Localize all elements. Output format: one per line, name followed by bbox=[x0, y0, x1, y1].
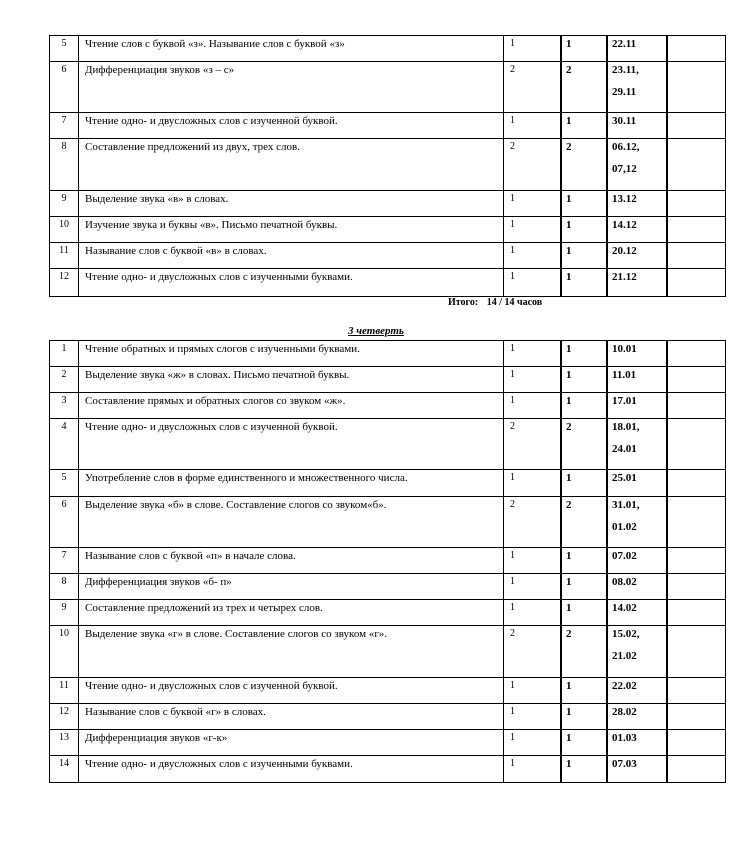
lesson-hours-actual bbox=[561, 574, 607, 600]
lesson-number bbox=[50, 243, 79, 269]
lesson-note bbox=[667, 139, 726, 191]
lesson-hours-actual bbox=[561, 243, 607, 269]
lesson-number bbox=[50, 62, 79, 113]
lesson-number-text: 7 bbox=[61, 550, 67, 561]
lesson-date-text: 14.12 bbox=[612, 219, 637, 231]
lesson-number-text: 12 bbox=[59, 706, 69, 717]
table-row bbox=[50, 548, 726, 574]
lesson-hours-actual bbox=[561, 600, 607, 626]
table-row bbox=[50, 139, 726, 191]
lesson-date bbox=[607, 548, 667, 574]
lesson-hours-actual bbox=[561, 36, 607, 62]
table-row bbox=[50, 600, 726, 626]
table-row bbox=[50, 393, 726, 419]
lesson-number-text: 2 bbox=[61, 369, 67, 380]
table-row bbox=[50, 730, 726, 756]
lesson-number-text: 10 bbox=[59, 219, 69, 230]
table-row bbox=[50, 419, 726, 470]
lesson-date bbox=[607, 704, 667, 730]
lesson-hours bbox=[504, 62, 562, 113]
lesson-hours-actual bbox=[561, 341, 607, 367]
lesson-topic-text: Чтение одно- и двусложных слов с изученной буквой. bbox=[85, 115, 338, 127]
lesson-number bbox=[50, 756, 79, 783]
lesson-hours bbox=[504, 626, 562, 678]
lesson-topic bbox=[79, 243, 504, 269]
lesson-hours-actual-text: 1 bbox=[566, 369, 572, 381]
lesson-hours-actual-text: 1 bbox=[566, 115, 572, 127]
lesson-hours-actual-text: 1 bbox=[566, 732, 572, 744]
lesson-note bbox=[667, 393, 726, 419]
lesson-number-text: 5 bbox=[61, 38, 67, 49]
lesson-date-text: 21.12 bbox=[612, 271, 637, 283]
table-row bbox=[50, 113, 726, 139]
lesson-topic bbox=[79, 113, 504, 139]
lesson-topic bbox=[79, 341, 504, 367]
lesson-number-text: 3 bbox=[61, 395, 67, 406]
lesson-date-text: 15.02, bbox=[612, 628, 640, 640]
lesson-hours bbox=[504, 574, 562, 600]
lesson-topic-text: Называние слов с буквой «п» в начале слова. bbox=[85, 550, 296, 562]
table-row bbox=[50, 191, 726, 217]
lesson-hours-actual bbox=[561, 62, 607, 113]
lesson-number-text: 13 bbox=[59, 732, 69, 743]
lesson-topic-text: Выделение звука «в» в словах. bbox=[85, 193, 229, 205]
lesson-date bbox=[607, 393, 667, 419]
lesson-note bbox=[667, 367, 726, 393]
lesson-topic bbox=[79, 704, 504, 730]
lesson-topic-text: Дифференциация звуков «г-к» bbox=[85, 732, 228, 744]
lesson-number-text: 4 bbox=[61, 421, 67, 432]
lesson-date-text: 11.01 bbox=[612, 369, 637, 381]
lesson-hours-text: 1 bbox=[510, 706, 515, 717]
lesson-note bbox=[667, 548, 726, 574]
lesson-date-text: 14.02 bbox=[612, 602, 637, 614]
lesson-note bbox=[667, 36, 726, 62]
lesson-note bbox=[667, 756, 726, 783]
lesson-note bbox=[667, 217, 726, 243]
lesson-hours-actual-text: 1 bbox=[566, 550, 572, 562]
lesson-hours-actual bbox=[561, 704, 607, 730]
lesson-number bbox=[50, 419, 79, 470]
lesson-topic-text: Чтение обратных и прямых слогов с изученными буквами. bbox=[85, 343, 360, 355]
lesson-topic-text: Изучение звука и буквы «в». Письмо печатной буквы. bbox=[85, 219, 338, 231]
table-row bbox=[50, 367, 726, 393]
lesson-number bbox=[50, 470, 79, 497]
lesson-hours-text: 2 bbox=[510, 64, 515, 75]
table-row bbox=[50, 497, 726, 548]
lesson-hours-actual bbox=[561, 497, 607, 548]
lesson-number bbox=[50, 678, 79, 704]
lesson-topic bbox=[79, 191, 504, 217]
lesson-topic-text: Составление предложений из трех и четырех слов. bbox=[85, 602, 323, 614]
lesson-topic-text: Чтение одно- и двусложных слов с изученной буквой. bbox=[85, 680, 338, 692]
lesson-hours-text: 1 bbox=[510, 219, 515, 230]
lesson-hours-text: 2 bbox=[510, 421, 515, 432]
lesson-date-text: 31.01, bbox=[612, 499, 640, 511]
lesson-topic bbox=[79, 217, 504, 243]
lesson-hours-text: 1 bbox=[510, 38, 515, 49]
total-value: 14 / 14 часов bbox=[486, 297, 543, 308]
lesson-note bbox=[667, 704, 726, 730]
lesson-date bbox=[607, 678, 667, 704]
table-row bbox=[50, 704, 726, 730]
lesson-topic-text: Составление прямых и обратных слогов со звуком «ж». bbox=[85, 395, 346, 407]
lesson-number-text: 10 bbox=[59, 628, 69, 639]
lesson-date-text: 28.02 bbox=[612, 706, 637, 718]
lesson-topic-text: Называние слов с буквой «в» в словах. bbox=[85, 245, 267, 257]
lesson-topic bbox=[79, 393, 504, 419]
lesson-hours-text: 1 bbox=[510, 245, 515, 256]
lesson-hours-text: 2 bbox=[510, 499, 515, 510]
lesson-hours bbox=[504, 497, 562, 548]
lesson-hours-text: 1 bbox=[510, 758, 515, 769]
lesson-topic bbox=[79, 139, 504, 191]
lesson-number-text: 14 bbox=[59, 758, 69, 769]
lesson-date-text: 18.01, bbox=[612, 421, 640, 433]
lesson-hours-text: 1 bbox=[510, 550, 515, 561]
lesson-hours bbox=[504, 341, 562, 367]
lesson-number-text: 1 bbox=[61, 343, 67, 354]
quarter-title: 3 четверть bbox=[348, 325, 404, 337]
lesson-date bbox=[607, 113, 667, 139]
lesson-topic bbox=[79, 626, 504, 678]
table-row bbox=[50, 269, 726, 297]
lesson-number bbox=[50, 191, 79, 217]
lesson-topic bbox=[79, 756, 504, 783]
lesson-date-text: 30.11 bbox=[612, 115, 637, 127]
lesson-hours bbox=[504, 191, 562, 217]
table-row bbox=[50, 62, 726, 113]
lesson-hours bbox=[504, 756, 562, 783]
lesson-topic bbox=[79, 678, 504, 704]
lesson-table-quarter-3 bbox=[49, 340, 726, 783]
table-row bbox=[50, 470, 726, 497]
lesson-number-text: 6 bbox=[61, 499, 67, 510]
lesson-note bbox=[667, 730, 726, 756]
lesson-number-text: 8 bbox=[61, 141, 67, 152]
lesson-number bbox=[50, 704, 79, 730]
lesson-date-text: 07.02 bbox=[612, 550, 637, 562]
lesson-hours-text: 1 bbox=[510, 732, 515, 743]
lesson-topic bbox=[79, 470, 504, 497]
lesson-date bbox=[607, 243, 667, 269]
lesson-number bbox=[50, 36, 79, 62]
lesson-hours bbox=[504, 139, 562, 191]
lesson-hours bbox=[504, 217, 562, 243]
lesson-hours-actual bbox=[561, 113, 607, 139]
lesson-date bbox=[607, 217, 667, 243]
lesson-number-text: 9 bbox=[61, 602, 67, 613]
lesson-number-text: 9 bbox=[61, 193, 67, 204]
lesson-date-text: 07.03 bbox=[612, 758, 637, 770]
lesson-date-second: 29.11 bbox=[612, 86, 637, 98]
lesson-topic-text: Выделение звука «ж» в словах. Письмо печатной буквы. bbox=[85, 369, 350, 381]
lesson-number bbox=[50, 574, 79, 600]
lesson-hours-actual-text: 1 bbox=[566, 245, 572, 257]
lesson-number-text: 7 bbox=[61, 115, 67, 126]
table-row bbox=[50, 626, 726, 678]
lesson-number-text: 6 bbox=[61, 64, 67, 75]
lesson-topic bbox=[79, 62, 504, 113]
lesson-topic-text: Употребление слов в форме единственного и множественного числа. bbox=[85, 472, 408, 484]
lesson-number bbox=[50, 626, 79, 678]
lesson-hours-actual-text: 2 bbox=[566, 421, 572, 433]
lesson-hours bbox=[504, 393, 562, 419]
table-row bbox=[50, 756, 726, 783]
lesson-hours-actual-text: 2 bbox=[566, 141, 572, 153]
lesson-hours-actual-text: 1 bbox=[566, 38, 572, 50]
lesson-hours-actual-text: 1 bbox=[566, 680, 572, 692]
lesson-table-part-2 bbox=[49, 35, 726, 297]
lesson-note bbox=[667, 497, 726, 548]
lesson-note bbox=[667, 191, 726, 217]
lesson-number bbox=[50, 497, 79, 548]
lesson-topic-text: Выделение звука «б» в слове. Составление слогов со звуком«б». bbox=[85, 499, 387, 511]
lesson-number bbox=[50, 393, 79, 419]
lesson-date-text: 17.01 bbox=[612, 395, 637, 407]
lesson-hours-actual bbox=[561, 217, 607, 243]
lesson-date-text: 25.01 bbox=[612, 472, 637, 484]
lesson-hours bbox=[504, 269, 562, 297]
lesson-number bbox=[50, 139, 79, 191]
lesson-topic bbox=[79, 367, 504, 393]
lesson-number-text: 5 bbox=[61, 472, 67, 483]
lesson-topic bbox=[79, 36, 504, 62]
lesson-date-text: 06.12, bbox=[612, 141, 640, 153]
lesson-date bbox=[607, 756, 667, 783]
lesson-number-text: 11 bbox=[59, 245, 69, 256]
lesson-hours-text: 1 bbox=[510, 115, 515, 126]
lesson-note bbox=[667, 113, 726, 139]
lesson-hours bbox=[504, 600, 562, 626]
lesson-hours-actual-text: 1 bbox=[566, 576, 572, 588]
lesson-hours-text: 1 bbox=[510, 369, 515, 380]
lesson-hours-actual bbox=[561, 367, 607, 393]
lesson-hours-text: 1 bbox=[510, 193, 515, 204]
lesson-hours bbox=[504, 704, 562, 730]
lesson-date bbox=[607, 139, 667, 191]
lesson-topic-text: Составление предложений из двух, трех слов. bbox=[85, 141, 300, 153]
lesson-note bbox=[667, 341, 726, 367]
lesson-hours-actual bbox=[561, 626, 607, 678]
lesson-topic-text: Чтение одно- и двусложных слов с изученными буквами. bbox=[85, 271, 353, 283]
table-row bbox=[50, 36, 726, 62]
lesson-date bbox=[607, 62, 667, 113]
lesson-hours bbox=[504, 36, 562, 62]
lesson-number bbox=[50, 730, 79, 756]
lesson-date-text: 23.11, bbox=[612, 64, 639, 76]
lesson-topic bbox=[79, 600, 504, 626]
lesson-hours-actual bbox=[561, 548, 607, 574]
table-row bbox=[50, 341, 726, 367]
lesson-hours bbox=[504, 419, 562, 470]
lesson-hours-actual bbox=[561, 470, 607, 497]
lesson-note bbox=[667, 269, 726, 297]
lesson-number bbox=[50, 600, 79, 626]
lesson-hours-actual bbox=[561, 730, 607, 756]
lesson-hours-actual-text: 1 bbox=[566, 219, 572, 231]
lesson-number bbox=[50, 269, 79, 297]
lesson-topic-text: Выделение звука «г» в слове. Составление слогов со звуком «г». bbox=[85, 628, 388, 640]
table-row bbox=[50, 678, 726, 704]
lesson-hours bbox=[504, 367, 562, 393]
lesson-hours-text: 1 bbox=[510, 680, 515, 691]
lesson-date-second: 07,12 bbox=[612, 163, 637, 175]
lesson-date-text: 08.02 bbox=[612, 576, 637, 588]
lesson-topic bbox=[79, 419, 504, 470]
lesson-note bbox=[667, 62, 726, 113]
lesson-topic bbox=[79, 548, 504, 574]
lesson-hours-actual bbox=[561, 756, 607, 783]
lesson-date bbox=[607, 626, 667, 678]
lesson-date bbox=[607, 497, 667, 548]
lesson-date-second: 01.02 bbox=[612, 521, 637, 533]
total-label: Итого: bbox=[448, 297, 479, 308]
lesson-date bbox=[607, 574, 667, 600]
lesson-hours bbox=[504, 470, 562, 497]
lesson-hours-text: 1 bbox=[510, 472, 515, 483]
lesson-hours-actual-text: 1 bbox=[566, 706, 572, 718]
lesson-number bbox=[50, 367, 79, 393]
lesson-date-second: 24.01 bbox=[612, 443, 637, 455]
lesson-hours-actual-text: 2 bbox=[566, 499, 572, 511]
lesson-hours-actual bbox=[561, 393, 607, 419]
lesson-topic-text: Называние слов с буквой «г» в словах. bbox=[85, 706, 266, 718]
lesson-date-text: 22.02 bbox=[612, 680, 637, 692]
lesson-date-second: 21.02 bbox=[612, 650, 637, 662]
lesson-date bbox=[607, 341, 667, 367]
lesson-hours-actual-text: 1 bbox=[566, 271, 572, 283]
lesson-note bbox=[667, 626, 726, 678]
lesson-number bbox=[50, 548, 79, 574]
table-row bbox=[50, 243, 726, 269]
lesson-hours bbox=[504, 730, 562, 756]
total-line bbox=[448, 297, 548, 308]
lesson-note bbox=[667, 678, 726, 704]
lesson-date-text: 22.11 bbox=[612, 38, 637, 50]
lesson-number-text: 11 bbox=[59, 680, 69, 691]
lesson-note bbox=[667, 243, 726, 269]
lesson-hours-actual-text: 1 bbox=[566, 193, 572, 205]
lesson-topic bbox=[79, 497, 504, 548]
lesson-hours-actual-text: 1 bbox=[566, 395, 572, 407]
lesson-hours bbox=[504, 113, 562, 139]
lesson-hours bbox=[504, 678, 562, 704]
lesson-hours-actual-text: 2 bbox=[566, 64, 572, 76]
lesson-date-text: 01.03 bbox=[612, 732, 637, 744]
lesson-number bbox=[50, 113, 79, 139]
lesson-hours-actual-text: 2 bbox=[566, 628, 572, 640]
lesson-hours-actual bbox=[561, 269, 607, 297]
lesson-hours-actual bbox=[561, 139, 607, 191]
lesson-topic bbox=[79, 269, 504, 297]
lesson-hours-actual bbox=[561, 191, 607, 217]
table-row bbox=[50, 217, 726, 243]
lesson-date bbox=[607, 470, 667, 497]
lesson-number bbox=[50, 217, 79, 243]
lesson-hours-actual-text: 1 bbox=[566, 602, 572, 614]
lesson-hours bbox=[504, 243, 562, 269]
lesson-topic-text: Дифференциация звуков «з – с» bbox=[85, 64, 235, 76]
lesson-date bbox=[607, 36, 667, 62]
lesson-date bbox=[607, 600, 667, 626]
lesson-number-text: 8 bbox=[61, 576, 67, 587]
lesson-note bbox=[667, 419, 726, 470]
lesson-hours-actual-text: 1 bbox=[566, 758, 572, 770]
lesson-date-text: 10.01 bbox=[612, 343, 637, 355]
lesson-hours-text: 1 bbox=[510, 576, 515, 587]
lesson-date-text: 13.12 bbox=[612, 193, 637, 205]
lesson-hours-text: 1 bbox=[510, 395, 515, 406]
lesson-hours-text: 1 bbox=[510, 271, 515, 282]
lesson-note bbox=[667, 574, 726, 600]
lesson-date-text: 20.12 bbox=[612, 245, 637, 257]
lesson-number-text: 12 bbox=[59, 271, 69, 282]
lesson-topic-text: Дифференциация звуков «б- п» bbox=[85, 576, 232, 588]
lesson-hours-actual-text: 1 bbox=[566, 472, 572, 484]
lesson-hours-actual-text: 1 bbox=[566, 343, 572, 355]
lesson-hours-text: 1 bbox=[510, 343, 515, 354]
lesson-hours-text: 1 bbox=[510, 602, 515, 613]
lesson-topic bbox=[79, 730, 504, 756]
table-row bbox=[50, 574, 726, 600]
lesson-topic bbox=[79, 574, 504, 600]
lesson-hours-text: 2 bbox=[510, 141, 515, 152]
lesson-note bbox=[667, 600, 726, 626]
lesson-hours-actual bbox=[561, 678, 607, 704]
lesson-hours-text: 2 bbox=[510, 628, 515, 639]
lesson-date bbox=[607, 419, 667, 470]
lesson-topic-text: Чтение одно- и двусложных слов с изученными буквами. bbox=[85, 758, 353, 770]
lesson-number bbox=[50, 341, 79, 367]
lesson-date bbox=[607, 367, 667, 393]
lesson-hours-actual bbox=[561, 419, 607, 470]
lesson-hours bbox=[504, 548, 562, 574]
lesson-topic-text: Чтение одно- и двусложных слов с изученной буквой. bbox=[85, 421, 338, 433]
lesson-date bbox=[607, 191, 667, 217]
lesson-note bbox=[667, 470, 726, 497]
lesson-topic-text: Чтение слов с буквой «з». Называние слов с буквой «з» bbox=[85, 38, 345, 50]
lesson-date bbox=[607, 269, 667, 297]
lesson-date bbox=[607, 730, 667, 756]
